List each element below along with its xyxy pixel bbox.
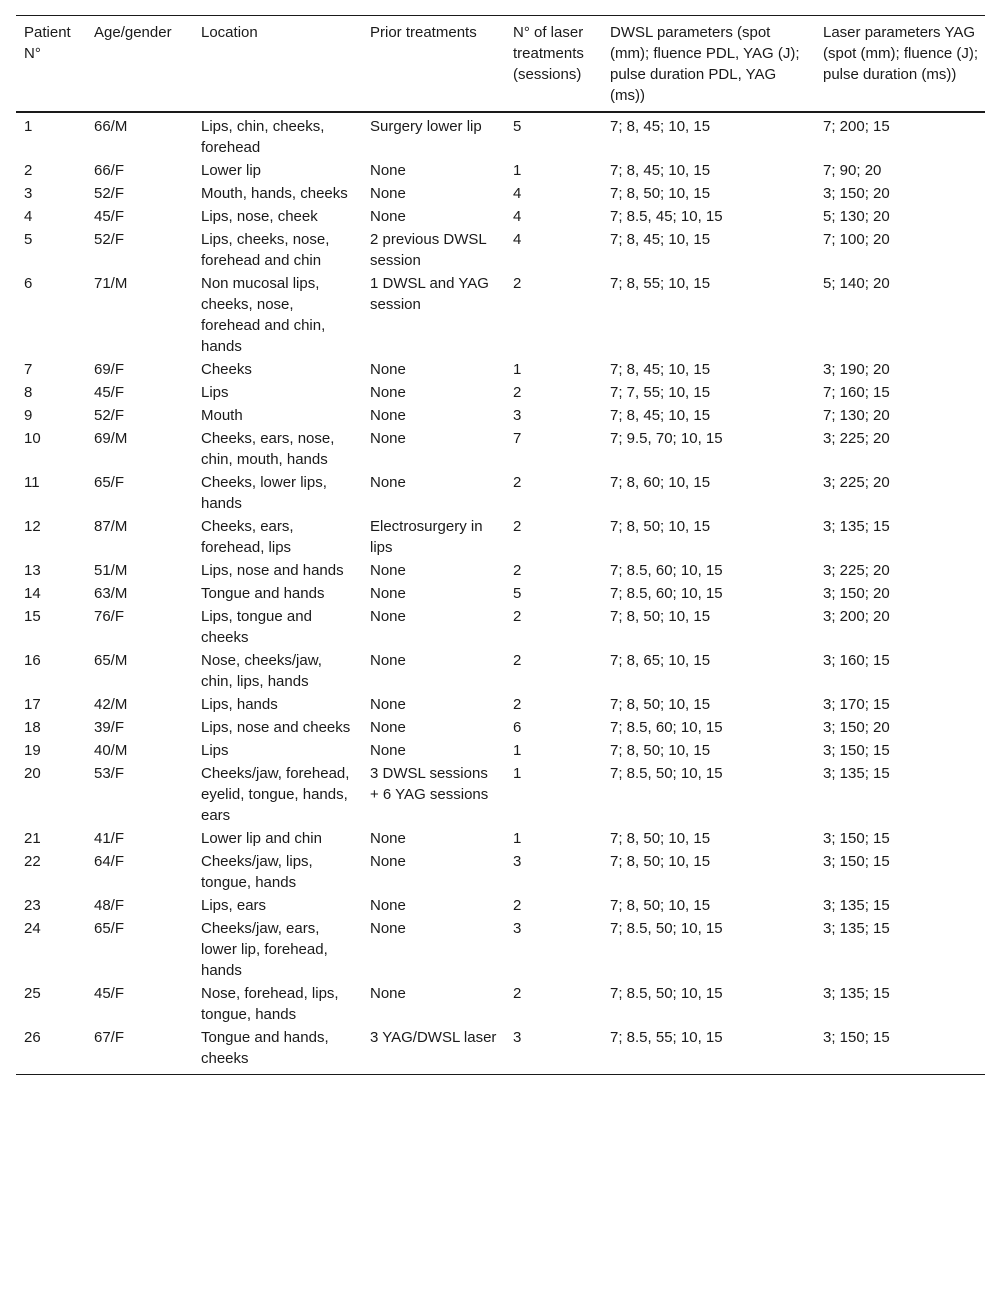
table-row — [16, 515, 985, 559]
cell-dwsl-parameters: 7; 8, 50; 10, 15 — [610, 853, 711, 870]
cell-yag-parameters: 3; 225; 20 — [823, 562, 890, 579]
cell-location: Cheeks, ears, nose, chin, mouth, hands — [201, 430, 335, 468]
cell-yag-parameters: 5; 130; 20 — [823, 208, 890, 225]
cell-location: Lips, chin, cheeks, forehead — [201, 118, 325, 156]
cell-prior-treatments: None — [370, 474, 406, 491]
cell-age-gender: 48/F — [94, 897, 125, 914]
table-row — [16, 982, 985, 1026]
cell-dwsl-parameters: 7; 8, 45; 10, 15 — [610, 407, 711, 424]
cell-age-gender: 51/M — [94, 562, 128, 579]
cell-yag-parameters: 5; 140; 20 — [823, 275, 890, 292]
cell-prior-treatments: Surgery lower lip — [370, 118, 482, 135]
cell-prior-treatments: None — [370, 608, 406, 625]
cell-yag-parameters: 3; 150; 15 — [823, 830, 890, 847]
cell-dwsl-parameters: 7; 8.5, 50; 10, 15 — [610, 765, 723, 782]
cell-patient-number: 9 — [24, 407, 33, 424]
cell-laser-sessions: 1 — [513, 361, 522, 378]
cell-yag-parameters: 7; 100; 20 — [823, 231, 890, 248]
cell-yag-parameters: 3; 150; 20 — [823, 185, 890, 202]
cell-age-gender: 52/F — [94, 231, 125, 248]
cell-dwsl-parameters: 7; 7, 55; 10, 15 — [610, 384, 711, 401]
cell-laser-sessions: 2 — [513, 518, 522, 535]
cell-yag-parameters: 3; 150; 15 — [823, 853, 890, 870]
cell-location: Nose, forehead, lips, tongue, hands — [201, 985, 339, 1023]
cell-location: Lower lip and chin — [201, 830, 322, 847]
cell-laser-sessions: 2 — [513, 562, 522, 579]
cell-patient-number: 2 — [24, 162, 33, 179]
cell-laser-sessions: 3 — [513, 407, 522, 424]
cell-dwsl-parameters: 7; 8, 50; 10, 15 — [610, 608, 711, 625]
header-row — [16, 16, 985, 113]
table-row — [16, 182, 985, 205]
cell-age-gender: 53/F — [94, 765, 125, 782]
cell-laser-sessions: 7 — [513, 430, 522, 447]
cell-age-gender: 67/F — [94, 1029, 125, 1046]
cell-patient-number: 23 — [24, 897, 41, 914]
cell-prior-treatments: None — [370, 920, 406, 937]
cell-prior-treatments: None — [370, 361, 406, 378]
cell-laser-sessions: 6 — [513, 719, 522, 736]
cell-patient-number: 6 — [24, 275, 33, 292]
cell-laser-sessions: 3 — [513, 1029, 522, 1046]
cell-dwsl-parameters: 7; 8, 45; 10, 15 — [610, 162, 711, 179]
cell-age-gender: 66/F — [94, 162, 125, 179]
table-row — [16, 272, 985, 358]
cell-patient-number: 7 — [24, 361, 33, 378]
patient-table-container — [16, 15, 985, 1075]
cell-patient-number: 26 — [24, 1029, 41, 1046]
cell-yag-parameters: 7; 160; 15 — [823, 384, 890, 401]
cell-patient-number: 10 — [24, 430, 41, 447]
cell-yag-parameters: 7; 200; 15 — [823, 118, 890, 135]
cell-yag-parameters: 3; 170; 15 — [823, 696, 890, 713]
cell-laser-sessions: 2 — [513, 652, 522, 669]
cell-age-gender: 52/F — [94, 185, 125, 202]
cell-prior-treatments: None — [370, 742, 406, 759]
cell-dwsl-parameters: 7; 8, 60; 10, 15 — [610, 474, 711, 491]
cell-laser-sessions: 1 — [513, 765, 522, 782]
cell-dwsl-parameters: 7; 8, 50; 10, 15 — [610, 518, 711, 535]
cell-yag-parameters: 3; 150; 20 — [823, 585, 890, 602]
cell-laser-sessions: 1 — [513, 830, 522, 847]
table-row — [16, 471, 985, 515]
cell-location: Cheeks, ears, forehead, lips — [201, 518, 294, 556]
cell-location: Lower lip — [201, 162, 262, 179]
cell-laser-sessions: 2 — [513, 275, 522, 292]
cell-location: Non mucosal lips, cheeks, nose, forehead and chin, hands — [201, 275, 326, 355]
table-row — [16, 559, 985, 582]
cell-prior-treatments: None — [370, 562, 406, 579]
table-row — [16, 605, 985, 649]
cell-dwsl-parameters: 7; 8, 50; 10, 15 — [610, 185, 711, 202]
cell-dwsl-parameters: 7; 8, 65; 10, 15 — [610, 652, 711, 669]
table-header — [16, 16, 985, 113]
cell-age-gender: 64/F — [94, 853, 125, 870]
cell-patient-number: 15 — [24, 608, 41, 625]
cell-dwsl-parameters: 7; 8.5, 45; 10, 15 — [610, 208, 723, 225]
cell-age-gender: 42/M — [94, 696, 128, 713]
table-row — [16, 112, 985, 159]
cell-prior-treatments: None — [370, 652, 406, 669]
header-laser-sessions: N° of laser treatments (sessions) — [513, 24, 584, 83]
cell-location: Lips, nose, cheek — [201, 208, 318, 225]
cell-patient-number: 12 — [24, 518, 41, 535]
cell-location: Nose, cheeks/jaw, chin, lips, hands — [201, 652, 322, 690]
cell-patient-number: 20 — [24, 765, 41, 782]
cell-age-gender: 69/M — [94, 430, 128, 447]
cell-age-gender: 40/M — [94, 742, 128, 759]
table-row — [16, 649, 985, 693]
cell-location: Lips — [201, 384, 229, 401]
cell-prior-treatments: 1 DWSL and YAG session — [370, 275, 489, 313]
cell-location: Mouth, hands, cheeks — [201, 185, 348, 202]
patient-treatment-table — [16, 15, 985, 1075]
cell-yag-parameters: 3; 190; 20 — [823, 361, 890, 378]
table-row — [16, 827, 985, 850]
cell-location: Lips, ears — [201, 897, 267, 914]
cell-dwsl-parameters: 7; 8, 45; 10, 15 — [610, 231, 711, 248]
table-row — [16, 582, 985, 605]
cell-dwsl-parameters: 7; 8, 45; 10, 15 — [610, 118, 711, 135]
cell-yag-parameters: 3; 160; 15 — [823, 652, 890, 669]
cell-yag-parameters: 7; 90; 20 — [823, 162, 882, 179]
cell-laser-sessions: 2 — [513, 608, 522, 625]
header-age-gender: Age/gender — [94, 24, 172, 41]
cell-prior-treatments: None — [370, 985, 406, 1002]
cell-age-gender: 65/F — [94, 474, 125, 491]
cell-dwsl-parameters: 7; 8.5, 55; 10, 15 — [610, 1029, 723, 1046]
cell-location: Cheeks/jaw, forehead, eyelid, tongue, hands, ears — [201, 765, 350, 824]
cell-age-gender: 52/F — [94, 407, 125, 424]
cell-patient-number: 19 — [24, 742, 41, 759]
cell-location: Cheeks/jaw, ears, lower lip, forehead, hands — [201, 920, 328, 979]
table-row — [16, 739, 985, 762]
cell-patient-number: 24 — [24, 920, 41, 937]
table-row — [16, 762, 985, 827]
cell-location: Tongue and hands, cheeks — [201, 1029, 329, 1067]
table-row — [16, 1026, 985, 1075]
cell-age-gender: 65/F — [94, 920, 125, 937]
cell-dwsl-parameters: 7; 8, 55; 10, 15 — [610, 275, 711, 292]
cell-age-gender: 69/F — [94, 361, 125, 378]
table-row — [16, 205, 985, 228]
cell-patient-number: 13 — [24, 562, 41, 579]
cell-location: Lips, tongue and cheeks — [201, 608, 312, 646]
table-row — [16, 404, 985, 427]
cell-patient-number: 3 — [24, 185, 33, 202]
cell-laser-sessions: 2 — [513, 897, 522, 914]
table-row — [16, 159, 985, 182]
cell-laser-sessions: 2 — [513, 474, 522, 491]
table-row — [16, 358, 985, 381]
cell-age-gender: 71/M — [94, 275, 128, 292]
cell-prior-treatments: 2 previous DWSL session — [370, 231, 487, 269]
table-row — [16, 716, 985, 739]
cell-age-gender: 41/F — [94, 830, 125, 847]
cell-dwsl-parameters: 7; 8, 45; 10, 15 — [610, 361, 711, 378]
cell-patient-number: 16 — [24, 652, 41, 669]
cell-prior-treatments: None — [370, 208, 406, 225]
cell-dwsl-parameters: 7; 9.5, 70; 10, 15 — [610, 430, 723, 447]
cell-prior-treatments: None — [370, 830, 406, 847]
cell-dwsl-parameters: 7; 8, 50; 10, 15 — [610, 830, 711, 847]
cell-prior-treatments: None — [370, 384, 406, 401]
cell-laser-sessions: 2 — [513, 985, 522, 1002]
cell-laser-sessions: 2 — [513, 384, 522, 401]
cell-prior-treatments: None — [370, 407, 406, 424]
cell-location: Tongue and hands — [201, 585, 325, 602]
cell-patient-number: 18 — [24, 719, 41, 736]
table-body — [16, 112, 985, 1075]
cell-prior-treatments: None — [370, 185, 406, 202]
table-row — [16, 894, 985, 917]
cell-prior-treatments: Electrosurgery in lips — [370, 518, 483, 556]
cell-yag-parameters: 3; 135; 15 — [823, 920, 890, 937]
table-row — [16, 917, 985, 982]
cell-prior-treatments: 3 DWSL sessions + 6 YAG sessions — [370, 765, 489, 803]
cell-age-gender: 39/F — [94, 719, 125, 736]
cell-laser-sessions: 1 — [513, 742, 522, 759]
cell-prior-treatments: None — [370, 430, 406, 447]
cell-laser-sessions: 3 — [513, 853, 522, 870]
cell-age-gender: 87/M — [94, 518, 128, 535]
cell-prior-treatments: None — [370, 696, 406, 713]
header-location: Location — [201, 24, 258, 41]
cell-age-gender: 63/M — [94, 585, 128, 602]
cell-yag-parameters: 3; 150; 15 — [823, 742, 890, 759]
cell-laser-sessions: 5 — [513, 118, 522, 135]
cell-patient-number: 8 — [24, 384, 33, 401]
table-row — [16, 228, 985, 272]
cell-location: Cheeks, lower lips, hands — [201, 474, 327, 512]
cell-yag-parameters: 3; 135; 15 — [823, 985, 890, 1002]
cell-location: Mouth — [201, 407, 243, 424]
cell-patient-number: 1 — [24, 118, 33, 135]
cell-patient-number: 17 — [24, 696, 41, 713]
cell-yag-parameters: 3; 135; 15 — [823, 518, 890, 535]
cell-prior-treatments: None — [370, 585, 406, 602]
cell-prior-treatments: None — [370, 897, 406, 914]
cell-patient-number: 21 — [24, 830, 41, 847]
header-dwsl-parameters: DWSL parameters (spot (mm); fluence PDL, YAG (J); pulse duration PDL, YAG (ms)) — [610, 24, 800, 104]
header-patient-number: Patient N° — [24, 24, 71, 62]
cell-dwsl-parameters: 7; 8, 50; 10, 15 — [610, 742, 711, 759]
cell-laser-sessions: 4 — [513, 231, 522, 248]
cell-patient-number: 4 — [24, 208, 33, 225]
table-row — [16, 693, 985, 716]
table-row — [16, 427, 985, 471]
cell-dwsl-parameters: 7; 8, 50; 10, 15 — [610, 696, 711, 713]
table-row — [16, 850, 985, 894]
cell-age-gender: 45/F — [94, 384, 125, 401]
cell-laser-sessions: 4 — [513, 185, 522, 202]
cell-prior-treatments: None — [370, 853, 406, 870]
cell-dwsl-parameters: 7; 8.5, 50; 10, 15 — [610, 985, 723, 1002]
cell-yag-parameters: 3; 150; 20 — [823, 719, 890, 736]
cell-location: Lips, hands — [201, 696, 278, 713]
cell-patient-number: 11 — [24, 474, 40, 491]
cell-prior-treatments: None — [370, 162, 406, 179]
cell-location: Lips, cheeks, nose, forehead and chin — [201, 231, 330, 269]
cell-laser-sessions: 5 — [513, 585, 522, 602]
cell-dwsl-parameters: 7; 8.5, 50; 10, 15 — [610, 920, 723, 937]
cell-yag-parameters: 3; 225; 20 — [823, 474, 890, 491]
cell-patient-number: 14 — [24, 585, 41, 602]
cell-location: Cheeks — [201, 361, 252, 378]
cell-laser-sessions: 4 — [513, 208, 522, 225]
header-prior-treatments: Prior treatments — [370, 24, 477, 41]
cell-yag-parameters: 7; 130; 20 — [823, 407, 890, 424]
cell-dwsl-parameters: 7; 8.5, 60; 10, 15 — [610, 562, 723, 579]
cell-location: Lips — [201, 742, 229, 759]
cell-dwsl-parameters: 7; 8.5, 60; 10, 15 — [610, 585, 723, 602]
cell-prior-treatments: None — [370, 719, 406, 736]
cell-yag-parameters: 3; 225; 20 — [823, 430, 890, 447]
cell-age-gender: 45/F — [94, 208, 125, 225]
cell-location: Lips, nose and hands — [201, 562, 344, 579]
cell-age-gender: 66/M — [94, 118, 128, 135]
cell-location: Cheeks/jaw, lips, tongue, hands — [201, 853, 313, 891]
cell-age-gender: 76/F — [94, 608, 125, 625]
cell-yag-parameters: 3; 135; 15 — [823, 765, 890, 782]
cell-yag-parameters: 3; 200; 20 — [823, 608, 890, 625]
cell-yag-parameters: 3; 150; 15 — [823, 1029, 890, 1046]
cell-age-gender: 65/M — [94, 652, 128, 669]
cell-patient-number: 5 — [24, 231, 33, 248]
header-yag-parameters: Laser parameters YAG (spot (mm); fluence (J); pulse duration (ms)) — [823, 24, 979, 83]
cell-patient-number: 25 — [24, 985, 41, 1002]
cell-dwsl-parameters: 7; 8, 50; 10, 15 — [610, 897, 711, 914]
cell-laser-sessions: 2 — [513, 696, 522, 713]
cell-patient-number: 22 — [24, 853, 41, 870]
table-row — [16, 381, 985, 404]
cell-laser-sessions: 3 — [513, 920, 522, 937]
cell-age-gender: 45/F — [94, 985, 125, 1002]
cell-prior-treatments: 3 YAG/DWSL laser — [370, 1029, 497, 1046]
cell-yag-parameters: 3; 135; 15 — [823, 897, 890, 914]
cell-location: Lips, nose and cheeks — [201, 719, 351, 736]
cell-dwsl-parameters: 7; 8.5, 60; 10, 15 — [610, 719, 723, 736]
cell-laser-sessions: 1 — [513, 162, 522, 179]
